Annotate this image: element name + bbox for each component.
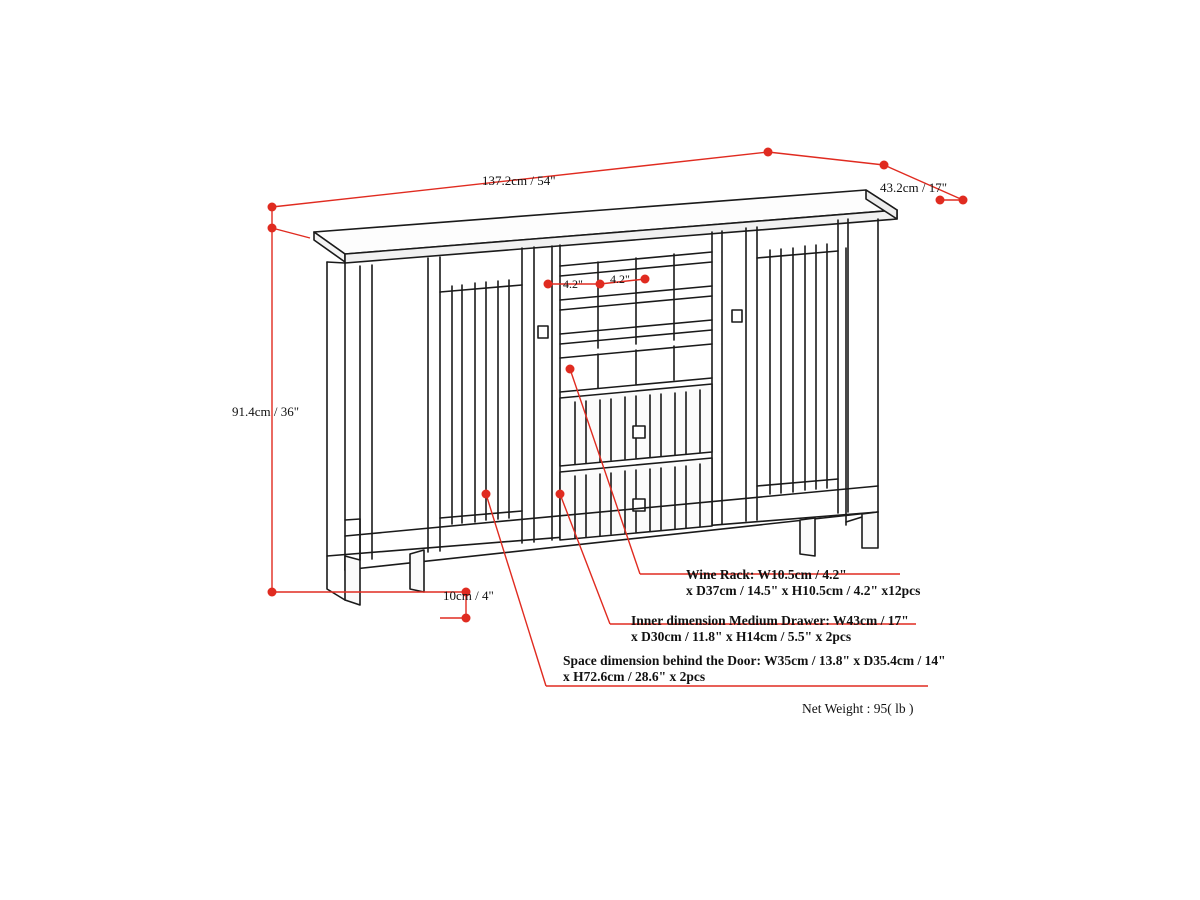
callout-behind-door-line1: Space dimension behind the Door: W35cm / 13.8" x D35.4cm / 14" — [563, 653, 946, 668]
callout-wine-rack — [686, 567, 920, 599]
dimension-label-rack-width — [563, 277, 583, 292]
dimension-label-width — [482, 173, 556, 189]
dimension-label-depth — [880, 180, 947, 196]
dimension-label-rack-height — [610, 272, 630, 287]
dimension-depth-text: 43.2cm / 17" — [880, 180, 948, 195]
callout-medium-drawer-line2: x D30cm / 11.8" x H14cm / 5.5" x 2pcs — [631, 629, 852, 644]
dimension-width-text: 137.2cm / 54" — [482, 173, 556, 188]
dimension-rack-width-text: 4.2" — [563, 277, 583, 291]
dimension-label-height — [232, 404, 299, 420]
callout-wine-rack-line1: Wine Rack: W10.5cm / 4.2" — [686, 567, 847, 582]
callout-behind-door-line2: x H72.6cm / 28.6" x 2pcs — [563, 669, 706, 684]
callout-medium-drawer-line1: Inner dimension Medium Drawer: W43cm / 17" — [631, 613, 909, 628]
callout-medium-drawer — [631, 613, 909, 645]
dimension-label-leg — [443, 588, 494, 604]
callout-wine-rack-line2: x D37cm / 14.5" x H10.5cm / 4.2" x12pcs — [686, 583, 921, 598]
dimension-height-text: 91.4cm / 36" — [232, 404, 300, 419]
net-weight-text: Net Weight : 95( lb ) — [802, 701, 914, 716]
dimension-rack-height-text: 4.2" — [610, 272, 630, 286]
callout-behind-door — [563, 653, 946, 685]
dimension-leg-text: 10cm / 4" — [443, 588, 494, 603]
net-weight-label — [802, 701, 914, 717]
